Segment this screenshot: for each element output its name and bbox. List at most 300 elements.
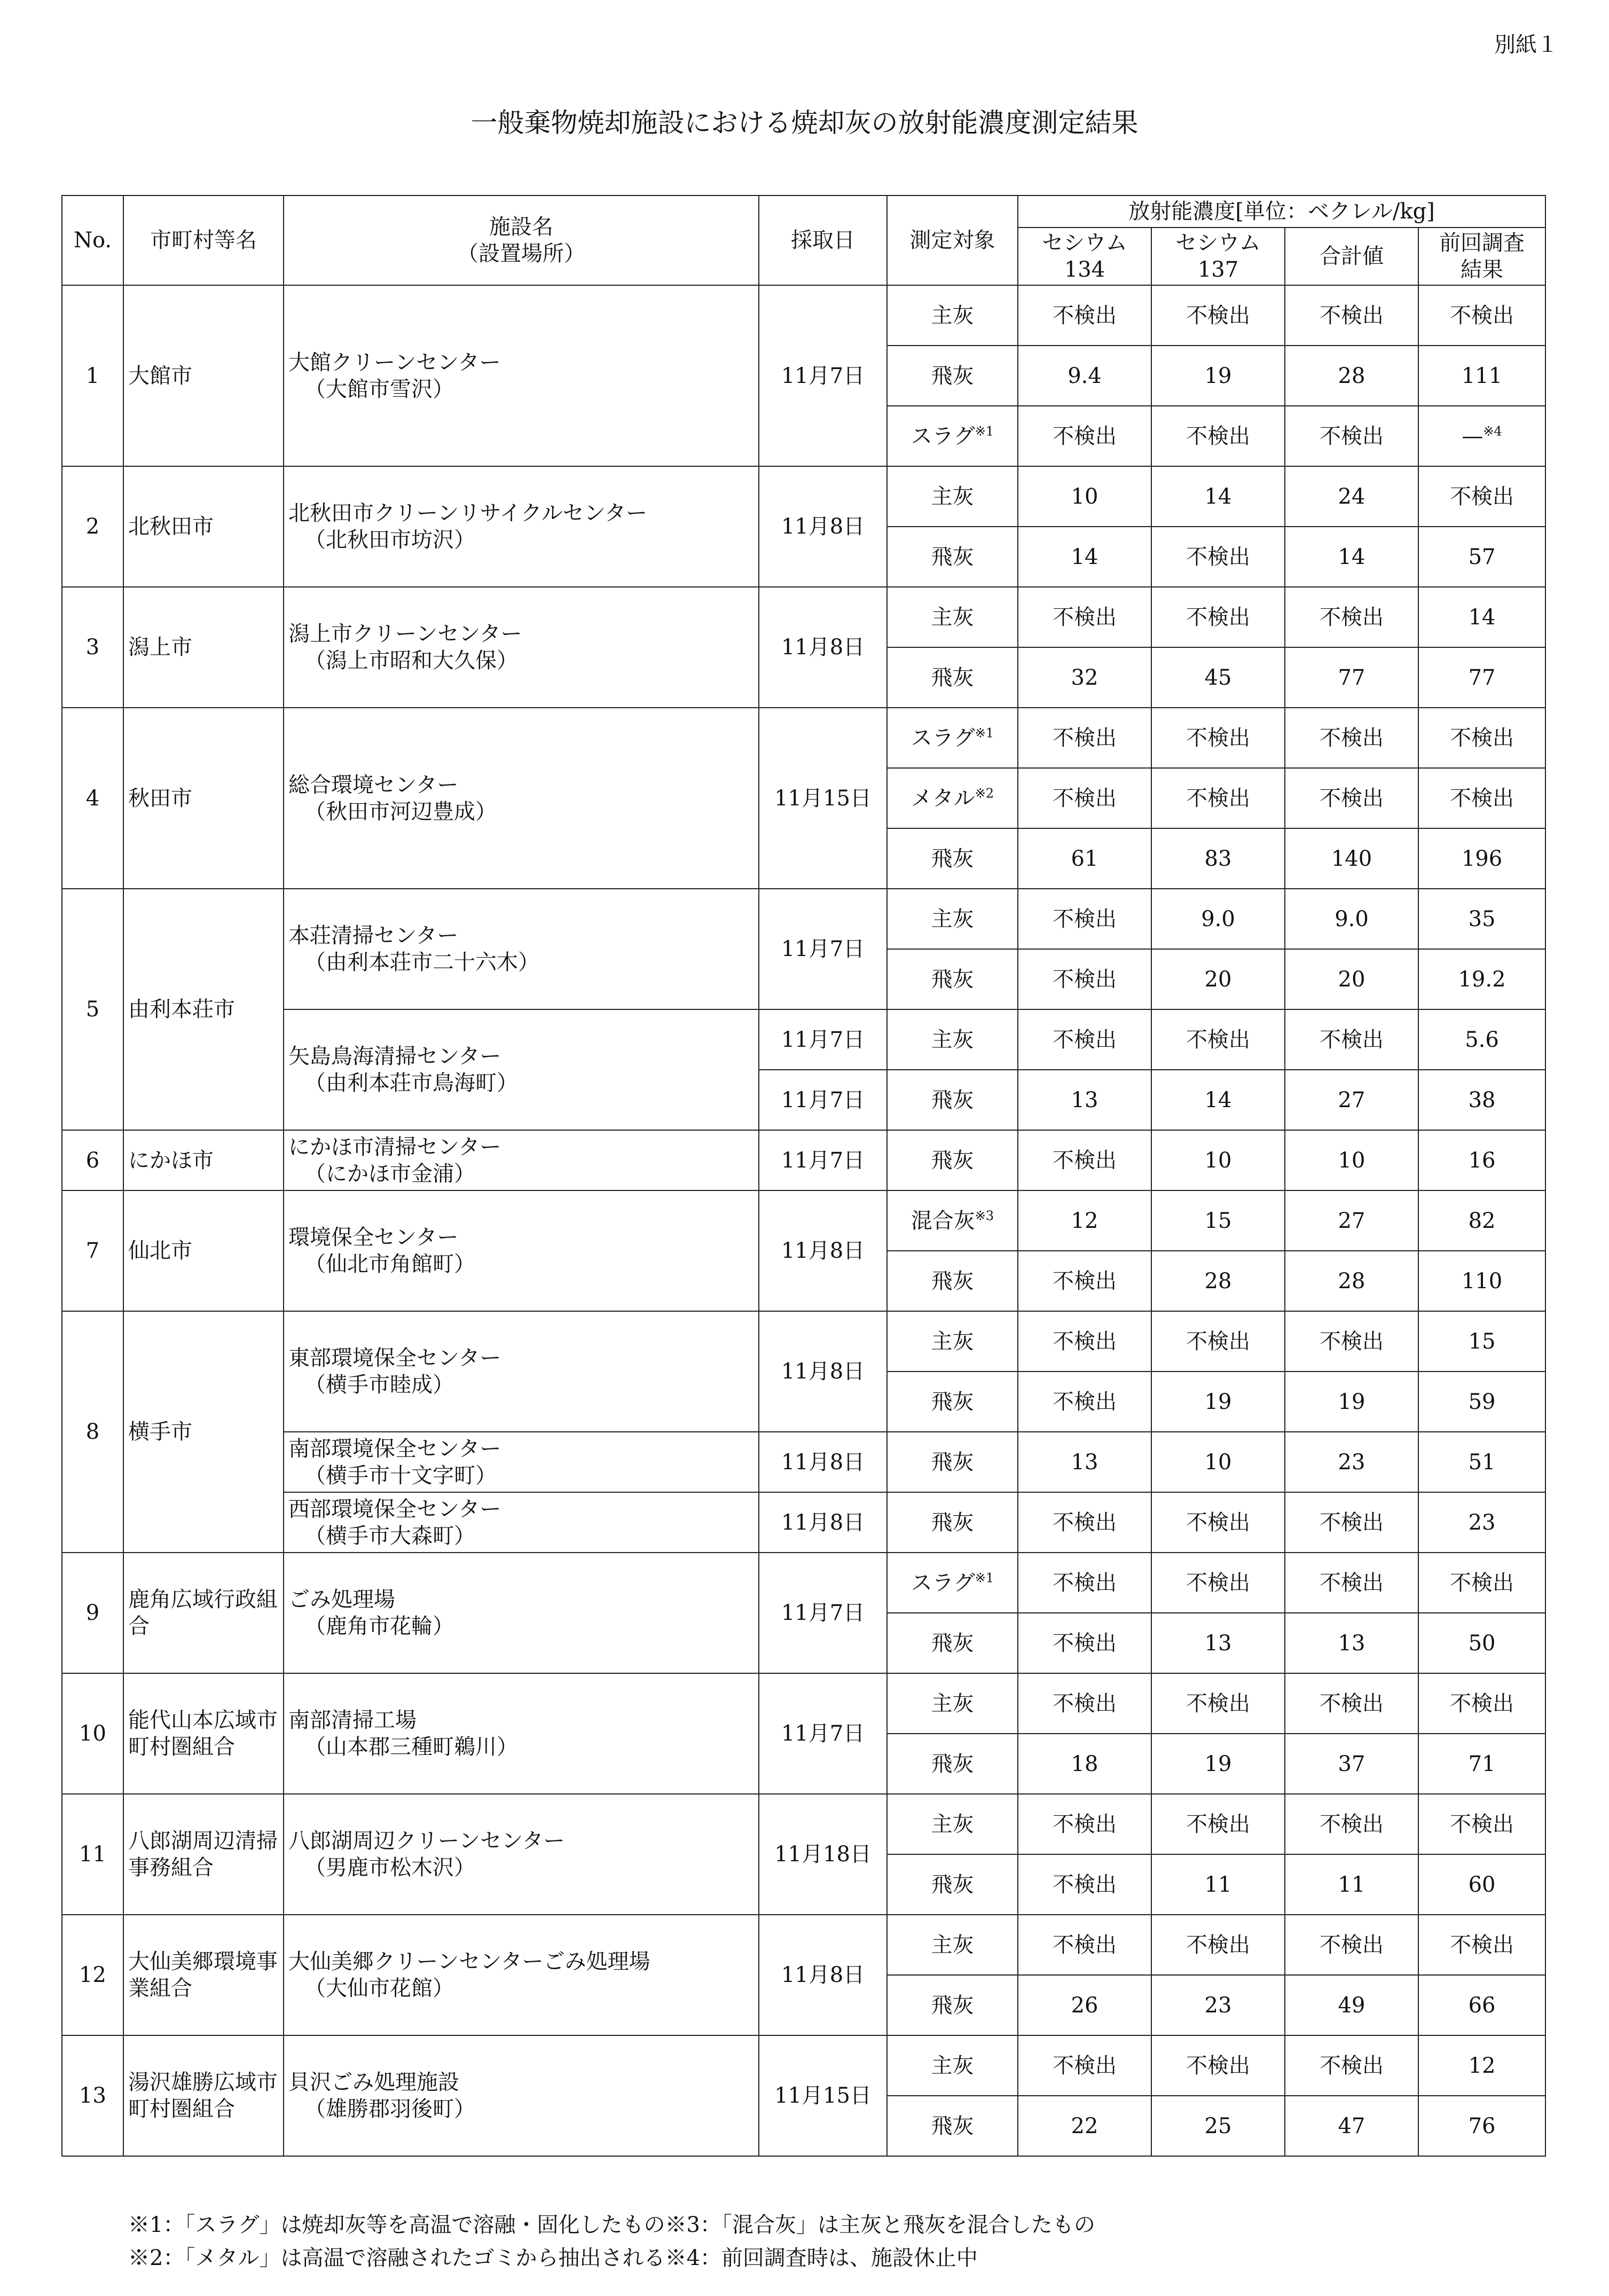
facility-cell (284, 1009, 759, 1130)
cs134-value: 不検出 (1018, 949, 1151, 1009)
header-cs134: セシウム 134 (1018, 228, 1151, 285)
row-number: 13 (62, 2035, 123, 2156)
measurement-target (887, 2096, 1018, 2156)
cs137-value: 10 (1151, 1130, 1285, 1190)
previous-result (1418, 768, 1545, 828)
target-label: 飛灰 (931, 1148, 974, 1173)
previous-result (1418, 1673, 1545, 1734)
previous-value: 59 (1468, 1389, 1496, 1414)
previous-value: 35 (1468, 906, 1496, 931)
target-label: 飛灰 (931, 1087, 974, 1112)
sampling-date: 11月7日 (759, 1070, 887, 1130)
previous-result (1418, 1854, 1545, 1915)
cs134-value: 18 (1018, 1734, 1151, 1794)
previous-result (1418, 1975, 1545, 2035)
total-value: 不検出 (1285, 2035, 1418, 2096)
row-number: 6 (62, 1130, 123, 1190)
measurement-target (887, 949, 1018, 1009)
measurement-target (887, 1673, 1018, 1734)
row-number: 3 (62, 587, 123, 708)
municipality-name: 鹿角広域行政組合 (123, 1553, 284, 1673)
row-number: 10 (62, 1673, 123, 1794)
previous-result (1418, 708, 1545, 768)
measurement-target (887, 708, 1018, 768)
cs134-value: 不検出 (1018, 889, 1151, 949)
previous-result (1418, 828, 1545, 889)
previous-value: 12 (1468, 2053, 1496, 2078)
measurement-target (887, 1009, 1018, 1070)
previous-result (1418, 1613, 1545, 1673)
facility-name: 大館クリーンセンター (288, 350, 501, 375)
cs137-value: 不検出 (1151, 768, 1285, 828)
previous-value: 50 (1468, 1631, 1496, 1656)
measurement-target (887, 1190, 1018, 1251)
municipality-name: 仙北市 (123, 1190, 284, 1311)
cs137-value: 9.0 (1151, 889, 1285, 949)
row-number: 12 (62, 1915, 123, 2035)
row-number: 9 (62, 1553, 123, 1673)
sampling-date: 11月8日 (759, 1311, 887, 1432)
cs137-value: 不検出 (1151, 1673, 1285, 1734)
measurement-target (887, 1251, 1018, 1311)
header-facility-name: 施設名 (489, 215, 553, 239)
total-value: 不検出 (1285, 1492, 1418, 1553)
facility-location: （大仙市花館） (304, 1976, 454, 2001)
facility-name: 環境保全センター (288, 1225, 459, 1250)
cs137-value: 45 (1151, 647, 1285, 708)
header-date: 採取日 (759, 195, 887, 285)
cs134-value: 不検出 (1018, 1613, 1151, 1673)
footnote-mark: ※1 (975, 424, 994, 439)
previous-result (1418, 527, 1545, 587)
table-row (62, 1432, 1545, 1492)
total-value: 不検出 (1285, 1673, 1418, 1734)
target-label: 飛灰 (931, 1631, 974, 1656)
facility-name: ごみ処理場 (288, 1587, 395, 1612)
previous-result (1418, 1009, 1545, 1070)
previous-result (1418, 647, 1545, 708)
cs134-value: 不検出 (1018, 1854, 1151, 1915)
table-row (62, 1553, 1545, 1613)
total-value: 140 (1285, 828, 1418, 889)
target-label: スラグ (911, 424, 975, 449)
measurement-target (887, 1794, 1018, 1854)
row-number: 1 (62, 285, 123, 466)
cs134-value: 不検出 (1018, 1553, 1151, 1613)
previous-value: 77 (1468, 665, 1496, 690)
total-value: 不検出 (1285, 285, 1418, 346)
measurement-target (887, 889, 1018, 949)
facility-name: 大仙美郷クリーンセンターごみ処理場 (288, 1949, 650, 1974)
cs134-value: 不検出 (1018, 1673, 1151, 1734)
previous-value: 82 (1468, 1208, 1496, 1233)
facility-cell (284, 1311, 759, 1432)
measurement-target (887, 1311, 1018, 1372)
cs137-value: 不検出 (1151, 285, 1285, 346)
cs134-value: 不検出 (1018, 1915, 1151, 1975)
previous-result (1418, 406, 1545, 466)
row-number: 7 (62, 1190, 123, 1311)
cs137-value: 不検出 (1151, 1009, 1285, 1070)
target-label: 主灰 (931, 2053, 974, 2078)
cs137-value: 20 (1151, 949, 1285, 1009)
header-target: 測定対象 (887, 195, 1018, 285)
measurement-target (887, 587, 1018, 647)
previous-result (1418, 949, 1545, 1009)
cs137-value: 不検出 (1151, 1915, 1285, 1975)
previous-value: 不検出 (1450, 484, 1514, 509)
cs134-value: 61 (1018, 828, 1151, 889)
table-row (62, 1673, 1545, 1734)
document-title: 一般棄物焼却施設における焼却灰の放射能濃度測定結果 (470, 107, 1139, 138)
facility-name: 矢島鳥海清掃センター (288, 1044, 501, 1069)
target-label: 混合灰 (911, 1208, 975, 1233)
measurement-target (887, 1975, 1018, 2035)
total-value: 11 (1285, 1854, 1418, 1915)
total-value: 9.0 (1285, 889, 1418, 949)
measurement-target (887, 828, 1018, 889)
total-value: 47 (1285, 2096, 1418, 2156)
target-label: 飛灰 (931, 1268, 974, 1294)
total-value: 不検出 (1285, 587, 1418, 647)
target-label: 主灰 (931, 906, 974, 931)
row-number: 2 (62, 466, 123, 587)
footnote-line: ※2：「メタル」は高温で溶融されたゴミから抽出される※4：前回調査時は、施設休止中 (128, 2246, 978, 2270)
sampling-date: 11月18日 (759, 1794, 887, 1915)
previous-result (1418, 466, 1545, 527)
results-body (62, 285, 1545, 2156)
previous-value: 60 (1468, 1872, 1496, 1897)
footnote-mark: ※4 (1483, 424, 1502, 439)
cs134-value: 10 (1018, 466, 1151, 527)
cs134-value: 不検出 (1018, 1009, 1151, 1070)
previous-result (1418, 1190, 1545, 1251)
cs134-value: 不検出 (1018, 1311, 1151, 1372)
target-label: 飛灰 (931, 363, 974, 388)
cs137-value: 不検出 (1151, 1553, 1285, 1613)
target-label: 主灰 (931, 1329, 974, 1354)
facility-name: 東部環境保全センター (288, 1346, 501, 1370)
municipality-name: 湯沢雄勝広域市町村圏組合 (123, 2035, 284, 2156)
cs134-value: 12 (1018, 1190, 1151, 1251)
previous-result (1418, 1432, 1545, 1492)
target-label: 飛灰 (931, 544, 974, 569)
municipality-name: 能代山本広域市町村圏組合 (123, 1673, 284, 1794)
total-value: 10 (1285, 1130, 1418, 1190)
facility-cell (284, 587, 759, 708)
row-number: 11 (62, 1794, 123, 1915)
header-facility-location: （設置場所） (457, 241, 585, 266)
total-value: 27 (1285, 1190, 1418, 1251)
facility-cell (284, 2035, 759, 2156)
measurement-target (887, 647, 1018, 708)
footnote-line: ※1：「スラグ」は焼却灰等を高温で溶融・固化したもの※3：「混合灰」は主灰と飛灰を混合したもの (128, 2213, 1095, 2237)
previous-result (1418, 346, 1545, 406)
facility-name: 西部環境保全センター (288, 1496, 501, 1522)
cs137-value: 19 (1151, 346, 1285, 406)
total-value: 不検出 (1285, 1915, 1418, 1975)
facility-name: 八郎湖周辺クリーンセンター (288, 1829, 565, 1853)
cs134-value: 26 (1018, 1975, 1151, 2035)
table-row (62, 1492, 1545, 1553)
previous-value: 16 (1468, 1148, 1496, 1173)
target-label: 飛灰 (931, 1449, 974, 1475)
measurement-target (887, 285, 1018, 346)
previous-value: 196 (1461, 846, 1503, 871)
table-row (62, 587, 1545, 647)
previous-value: 不検出 (1450, 725, 1514, 750)
table-row (62, 1130, 1545, 1190)
measurement-target (887, 1915, 1018, 1975)
header-total: 合計値 (1285, 228, 1418, 285)
total-value: 不検出 (1285, 768, 1418, 828)
facility-cell (284, 1673, 759, 1794)
cs134-value: 不検出 (1018, 2035, 1151, 2096)
municipality-name: 秋田市 (123, 708, 284, 889)
municipality-name: 北秋田市 (123, 466, 284, 587)
cs137-value: 19 (1151, 1734, 1285, 1794)
footnote-mark: ※1 (975, 725, 994, 741)
target-label: 主灰 (931, 1027, 974, 1052)
measurement-target (887, 1372, 1018, 1432)
total-value: 49 (1285, 1975, 1418, 2035)
cs134-value: 不検出 (1018, 1130, 1151, 1190)
measurement-target (887, 768, 1018, 828)
facility-location: （男鹿市松木沢） (304, 1855, 475, 1880)
target-label: 飛灰 (931, 2113, 974, 2138)
cs134-value: 13 (1018, 1070, 1151, 1130)
facility-cell (284, 1130, 759, 1190)
sampling-date: 11月8日 (759, 587, 887, 708)
sampling-date: 11月7日 (759, 1130, 887, 1190)
previous-result (1418, 1070, 1545, 1130)
previous-result (1418, 1915, 1545, 1975)
row-number: 4 (62, 708, 123, 889)
previous-value: — (1462, 424, 1484, 449)
cs137-value: 10 (1151, 1432, 1285, 1492)
cs134-value: 不検出 (1018, 1794, 1151, 1854)
facility-location: （横手市睦成） (304, 1373, 454, 1397)
measurement-target (887, 1734, 1018, 1794)
footnote-mark: ※3 (975, 1208, 994, 1224)
facility-location: （北秋田市坊沢） (304, 528, 475, 552)
facility-name: にかほ市清掃センター (288, 1134, 501, 1159)
total-value: 不検出 (1285, 1553, 1418, 1613)
facility-name: 南部清掃工場 (288, 1708, 417, 1733)
previous-result (1418, 1130, 1545, 1190)
cs134-value: 32 (1018, 647, 1151, 708)
facility-cell (284, 889, 759, 1009)
cs134-value: 9.4 (1018, 346, 1151, 406)
measurement-target (887, 1553, 1018, 1613)
cs134-value: 不検出 (1018, 1372, 1151, 1432)
previous-value: 15 (1468, 1329, 1496, 1354)
cs134-value: 13 (1018, 1432, 1151, 1492)
previous-result (1418, 1553, 1545, 1613)
previous-value: 71 (1468, 1751, 1496, 1776)
cs137-value: 25 (1151, 2096, 1285, 2156)
target-label: 主灰 (931, 484, 974, 509)
target-label: メタル (911, 786, 975, 811)
previous-result (1418, 2035, 1545, 2096)
facility-name: 本荘清掃センター (288, 923, 459, 948)
previous-value: 110 (1461, 1268, 1503, 1294)
facility-cell (284, 1492, 759, 1553)
facility-location: （秋田市河辺豊成） (304, 799, 497, 824)
header-concentration: 放射能濃度[単位：ベクレル/kg] (1018, 195, 1545, 228)
cs137-value: 14 (1151, 1070, 1285, 1130)
facility-location: （大館市雪沢） (304, 377, 454, 402)
sampling-date: 11月8日 (759, 1492, 887, 1553)
total-value: 19 (1285, 1372, 1418, 1432)
previous-result (1418, 1492, 1545, 1553)
cs134-value: 不検出 (1018, 1492, 1151, 1553)
row-number: 5 (62, 889, 123, 1130)
cs137-value: 83 (1151, 828, 1285, 889)
footnotes (128, 2208, 1095, 2275)
municipality-name: 横手市 (123, 1311, 284, 1553)
previous-value: 不検出 (1450, 1691, 1514, 1716)
target-label: 主灰 (931, 303, 974, 328)
cs137-value: 不検出 (1151, 1794, 1285, 1854)
previous-value: 38 (1468, 1087, 1496, 1112)
cs134-value: 不検出 (1018, 587, 1151, 647)
previous-value: 57 (1468, 544, 1496, 569)
target-label: 飛灰 (931, 846, 974, 871)
table-row (62, 285, 1545, 346)
facility-location: （にかほ市金浦） (304, 1161, 475, 1186)
total-value: 20 (1285, 949, 1418, 1009)
municipality-name: 潟上市 (123, 587, 284, 708)
previous-result (1418, 1734, 1545, 1794)
facility-location: （由利本荘市二十六木） (304, 950, 539, 975)
total-value: 37 (1285, 1734, 1418, 1794)
measurement-target (887, 1432, 1018, 1492)
cs134-value: 不検出 (1018, 1251, 1151, 1311)
total-value: 23 (1285, 1432, 1418, 1492)
facility-name: 総合環境センター (288, 772, 459, 797)
sampling-date: 11月7日 (759, 285, 887, 466)
cs137-value: 11 (1151, 1854, 1285, 1915)
total-value: 28 (1285, 346, 1418, 406)
total-value: 14 (1285, 527, 1418, 587)
measurement-target (887, 1854, 1018, 1915)
table-row (62, 466, 1545, 527)
table-row (62, 1915, 1545, 1975)
previous-value: 66 (1468, 1993, 1496, 2018)
measurement-target (887, 406, 1018, 466)
target-label: 主灰 (931, 1691, 974, 1716)
previous-result (1418, 285, 1545, 346)
total-value: 13 (1285, 1613, 1418, 1673)
cs137-value: 不検出 (1151, 708, 1285, 768)
cs137-value: 13 (1151, 1613, 1285, 1673)
target-label: 飛灰 (931, 1510, 974, 1535)
cs137-value: 28 (1151, 1251, 1285, 1311)
cs137-value: 14 (1151, 466, 1285, 527)
municipality-name: 由利本荘市 (123, 889, 284, 1130)
table-row (62, 1794, 1545, 1854)
facility-cell (284, 466, 759, 587)
total-value: 77 (1285, 647, 1418, 708)
sampling-date: 11月15日 (759, 708, 887, 889)
table-row (62, 1190, 1545, 1251)
cs134-value: 22 (1018, 2096, 1151, 2156)
cs137-value: 15 (1151, 1190, 1285, 1251)
cs134-value: 不検出 (1018, 285, 1151, 346)
municipality-name: にかほ市 (123, 1130, 284, 1190)
table-row (62, 2035, 1545, 2096)
previous-value: 不検出 (1450, 1570, 1514, 1595)
measurement-target (887, 346, 1018, 406)
municipality-name: 八郎湖周辺清掃事務組合 (123, 1794, 284, 1915)
sampling-date: 11月8日 (759, 1915, 887, 2035)
target-label: 主灰 (931, 605, 974, 630)
cs134-value: 不検出 (1018, 708, 1151, 768)
previous-result (1418, 587, 1545, 647)
cs134-value: 14 (1018, 527, 1151, 587)
previous-result (1418, 2096, 1545, 2156)
measurement-target (887, 527, 1018, 587)
header-no: No. (62, 195, 123, 285)
target-label: 飛灰 (931, 1872, 974, 1897)
previous-value: 23 (1468, 1510, 1496, 1535)
facility-cell (284, 285, 759, 466)
previous-result (1418, 1794, 1545, 1854)
measurement-target (887, 1613, 1018, 1673)
facility-cell (284, 1794, 759, 1915)
attachment-label: 別紙１ (1494, 33, 1558, 57)
target-label: スラグ (911, 725, 975, 750)
target-label: 飛灰 (931, 665, 974, 690)
previous-result (1418, 1251, 1545, 1311)
municipality-name: 大仙美郷環境事業組合 (123, 1915, 284, 2035)
cs134-value: 不検出 (1018, 768, 1151, 828)
facility-location: （山本郡三種町鵜川） (304, 1735, 518, 1759)
total-value: 不検出 (1285, 1009, 1418, 1070)
previous-value: 76 (1468, 2113, 1496, 2138)
header-previous: 前回調査 結果 (1418, 228, 1545, 285)
table-row (62, 1009, 1545, 1070)
measurement-target (887, 2035, 1018, 2096)
total-value: 24 (1285, 466, 1418, 527)
facility-name: 南部環境保全センター (288, 1436, 501, 1461)
measurement-target (887, 1070, 1018, 1130)
total-value: 不検出 (1285, 406, 1418, 466)
facility-location: （仙北市角館町） (304, 1252, 475, 1276)
target-label: 飛灰 (931, 967, 974, 992)
cs137-value: 不検出 (1151, 1311, 1285, 1372)
measurement-target (887, 1130, 1018, 1190)
total-value: 27 (1285, 1070, 1418, 1130)
header-municipality: 市町村等名 (123, 195, 284, 285)
cs137-value: 不検出 (1151, 587, 1285, 647)
target-label: 飛灰 (931, 1993, 974, 2018)
table-row (62, 708, 1545, 768)
facility-cell (284, 1553, 759, 1673)
cs137-value: 不検出 (1151, 527, 1285, 587)
measurement-target (887, 466, 1018, 527)
previous-value: 不検出 (1450, 1812, 1514, 1837)
sampling-date: 11月8日 (759, 1432, 887, 1492)
facility-name: 北秋田市クリーンリサイクルセンター (288, 501, 647, 526)
target-label: 飛灰 (931, 1751, 974, 1776)
target-label: 主灰 (931, 1932, 974, 1957)
facility-name: 潟上市クリーンセンター (288, 622, 522, 646)
previous-value: 不検出 (1450, 786, 1514, 811)
facility-location: （鹿角市花輪） (304, 1614, 454, 1639)
sampling-date: 11月7日 (759, 889, 887, 1009)
